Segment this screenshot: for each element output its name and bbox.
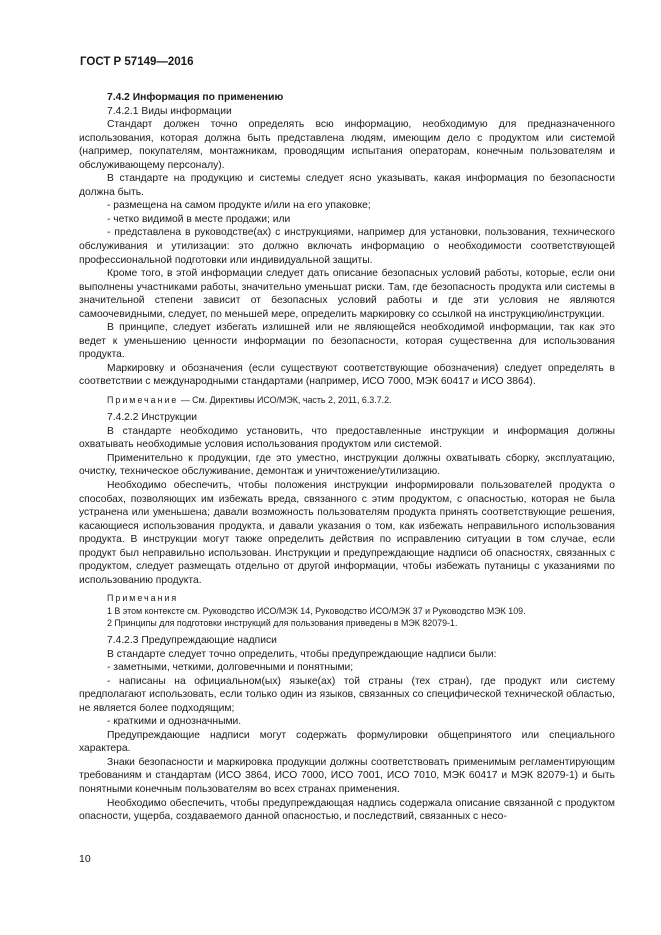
subsection-title: 7.4.2.1 Виды информации xyxy=(107,105,232,117)
note-text: — См. Директивы ИСО/МЭК, часть 2, 2011, 6.3.7.2. xyxy=(178,395,392,406)
paragraph: Стандарт должен точно определять всю информацию, необходимую для предназначенного использования, которая должна быть представлена людям, имеющим дело с продуктом или системой (например, покупателям, монтажникам, проводящим испытания операторам, конечным пользователям и обслуживающему персоналу). xyxy=(79,119,615,171)
paragraph: В стандарте на продукцию и системы следует ясно указывать, какая информация по безопасности должна быть. xyxy=(79,173,615,198)
subsection-title: 7.4.2.2 Инструкции xyxy=(107,412,197,424)
document-header: ГОСТ Р 57149—2016 xyxy=(80,56,194,68)
notes-title: Примечания xyxy=(107,593,179,604)
paragraph: Маркировку и обозначения (если существуют соответствующие обозначения) следует определять в соответствии с международными стандартами (например, ИСО 7000, МЭК 60417 и ИСО 3864). xyxy=(79,362,615,388)
subsection-title: 7.4.2.3 Предупреждающие надписи xyxy=(107,634,277,646)
note-item: 2 Принципы для подготовки инструкций для пользования приведены в МЭК 82079-1. xyxy=(107,617,458,628)
note xyxy=(79,394,615,406)
paragraph: В стандарте следует точно определить, чтобы предупреждающие надписи были: xyxy=(107,648,497,660)
list-item: - размещена на самом продукте и/или на его упаковке; xyxy=(107,200,371,212)
page-body xyxy=(79,91,615,824)
section-heading: 7.4.2 Информация по применению xyxy=(107,92,284,103)
paragraph: Кроме того, в этой информации следует дать описание безопасных условий работы, которые, если они выполнены участниками работы, значительно уменьшат риски. Там, где безопасность продукта или системы в значительной степени зависит от безопасных условий работы и где эти условия не являются самоочевидными, следует, по меньшей мере, определить маркировку со ссылкой на инструкцию/инструкции. xyxy=(79,268,615,320)
paragraph: В принципе, следует избегать излишней или не являющейся необходимой информации, так как это ведет к уменьшению ценности информации по безопасности, которая существенна для использования продукта. xyxy=(79,322,615,361)
list-item: - четко видимой в месте продажи; или xyxy=(107,213,291,225)
paragraph: Предупреждающие надписи могут содержать формулировки общепринятого или специального характера. xyxy=(79,729,615,755)
page-number: 10 xyxy=(79,853,91,865)
note-item: 1 В этом контексте см. Руководство ИСО/МЭК 14, Руководство ИСО/МЭК 37 и Руководство МЭК 109. xyxy=(107,605,526,616)
paragraph: Применительно к продукции, где это уместно, инструкции должны охватывать сборку, эксплуатацию, очистку, техническое обслуживание, демонтаж и уничтожение/утилизацию. xyxy=(79,452,615,478)
note-label: Примечание xyxy=(107,395,179,406)
list-item: - заметными, четкими, долговечными и понятными; xyxy=(107,662,354,674)
paragraph: В стандарте необходимо установить, что предоставленные инструкции и информация должны охватывать необходимые условия использования продуктом или системой. xyxy=(79,425,615,451)
list-item: - представлена в руководстве(ах) с инструкциями, например для установки, пользования, технического обслуживания и утилизации: это должно включать информацию о необходимости соответствующей профессиональной подготовки или индивидуальной защиты. xyxy=(79,227,615,266)
list-item: - написаны на официальном(ых) языке(ах) той страны (тех стран), где продукт или систему предполагают использовать, если только один из языков, связанных со специфической технической областью, не является более подходящим; xyxy=(79,675,615,714)
paragraph: Необходимо обеспечить, чтобы положения инструкции информировали пользователей продукта о способах, позволяющих им избежать вреда, связанного с этим продуктом, с опасностью, которая не была устранена или уменьшена; давали возможность пользователям продукта принять соответствующие решения, касающиеся использования продукта, и давали указания о том, как избежать неправильного использования продукта. В инструкции могут также определить действия по исправлению ситуации в том случае, если продукт был неправильно использован. Инструкции и предупреждающие надписи об опасностях, связанных с продуктом, следует размещать отдельно от другой информации, чтобы избежать путаницы с указаниями по использованию продукта. xyxy=(79,479,615,586)
list-item: - краткими и однозначными. xyxy=(107,716,242,728)
paragraph: Необходимо обеспечить, чтобы предупреждающая надпись содержала описание связанной с продуктом опасности, ущерба, создаваемого данной опасностью, и последствий, связанных с несо- xyxy=(79,797,615,823)
paragraph: Знаки безопасности и маркировка продукции должны соответствовать применимым регламентирующим требованиям и стандартам (ИСО 3864, ИСО 7000, ИСО 7001, ИСО 7010, МЭК 60417 и МЭК 82079-1) и быть понятными конечным пользователям во всех странах применения. xyxy=(79,756,615,795)
